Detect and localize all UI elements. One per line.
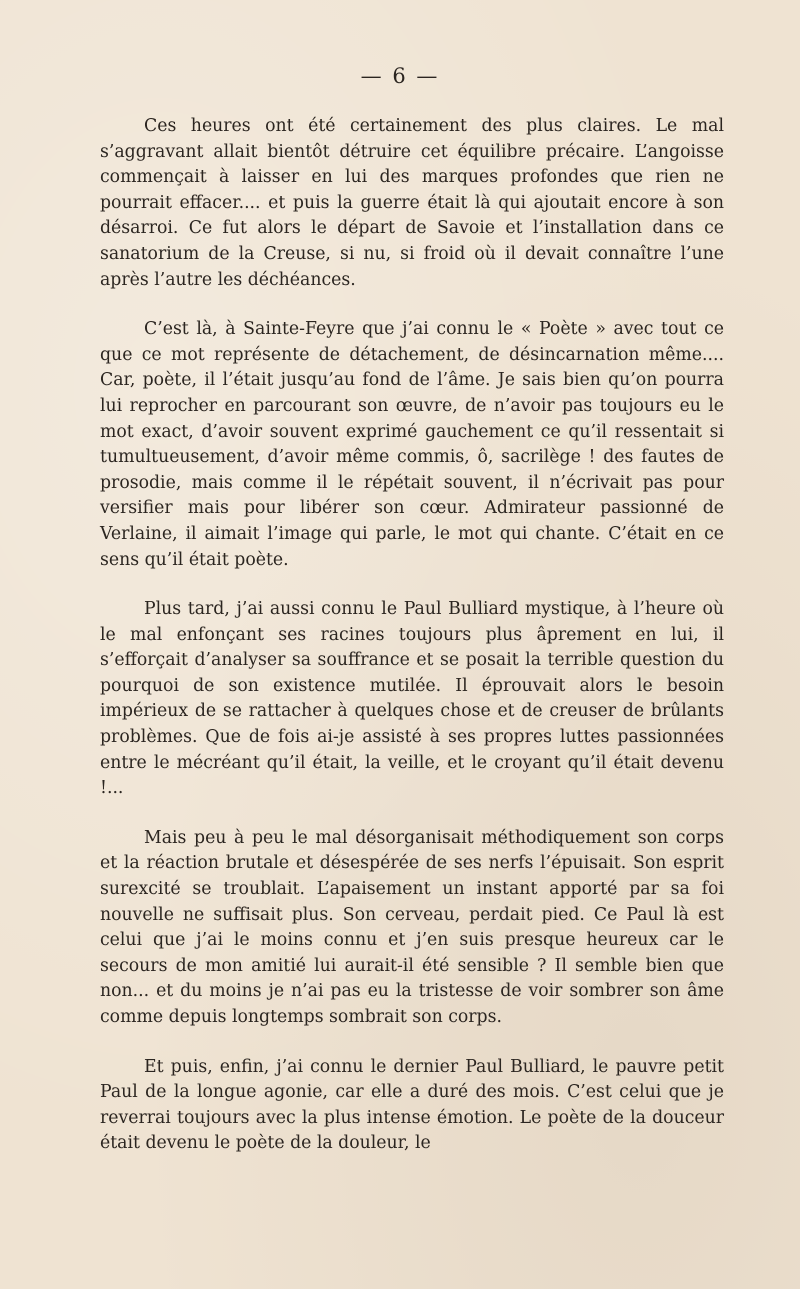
paragraph-4: Mais peu à peu le mal désorganisait méthodiquement son corps et la réaction brutale et désespérée de ses nerfs l’épuisait. Son esprit surexcité se troublait. L’apaisement un instant apporté par sa foi nouvelle ne suffisait plus. Son cerveau, perdait pied. Ce Paul là est celui que j’ai le moins connu et j’en suis presque heureux car le secours de mon amitié lui aurait-il été sensible ? Il semble bien que non... et du moins je n’ai pas eu la tristesse de voir sombrer son âme comme depuis longtemps sombrait son corps. (100, 827, 724, 1027)
page-number: — 6 — (360, 64, 440, 88)
body-text (100, 114, 724, 1157)
paragraph-2: C’est là, à Sainte-Feyre que j’ai connu le « Poète » avec tout ce que ce mot représente de détachement, de désincarnation même.... Car, poète, il l’était jusqu’au fond de l’âme. Je sais bien qu’on pourra lui reprocher en parcourant son œuvre, de n’avoir pas toujours eu le mot exact, d’avoir souvent exprimé gauchement ce qu’il ressentait si tumultueusement, d’avoir même commis, ô, sacrilège ! des fautes de prosodie, mais comme il le répétait souvent, il n’écrivait pas pour versifier mais pour libérer son cœur. Admirateur passionné de Verlaine, il aimait l’image qui parle, le mot qui chante. C’était en ce sens qu’il était poète. (100, 319, 724, 570)
paragraph-1: Ces heures ont été certainement des plus claires. Le mal s’aggravant allait bientôt détruire cet équilibre précaire. L’angoisse commençait à laisser en lui des marques profondes que rien ne pourrait effacer.... et puis la guerre était là qui ajoutait encore à son désarroi. Ce fut alors le départ de Savoie et l’installation dans ce sanatorium de la Creuse, si nu, si froid où il devait connaître l’une après l’autre les déchéances. (100, 116, 724, 290)
paragraph-5: Et puis, enfin, j’ai connu le dernier Paul Bulliard, le pauvre petit Paul de la longue agonie, car elle a duré des mois. C’est celui que je reverrai toujours avec la plus intense émotion. Le poète de la douceur était devenu le poète de la douleur, le (100, 1056, 724, 1154)
paragraph-3: Plus tard, j’ai aussi connu le Paul Bulliard mystique, à l’heure où le mal enfonçant ses racines toujours plus âprement en lui, il s’efforçait d’analyser sa souffrance et se posait la terrible question du pourquoi de son existence mutilée. Il éprouvait alors le besoin impérieux de se rattacher à quelques chose et de creuser de brûlants problèmes. Que de fois ai-je assisté à ses propres luttes passionnées entre le mécréant qu’il était, la veille, et le croyant qu’il était devenu !... (100, 599, 724, 799)
